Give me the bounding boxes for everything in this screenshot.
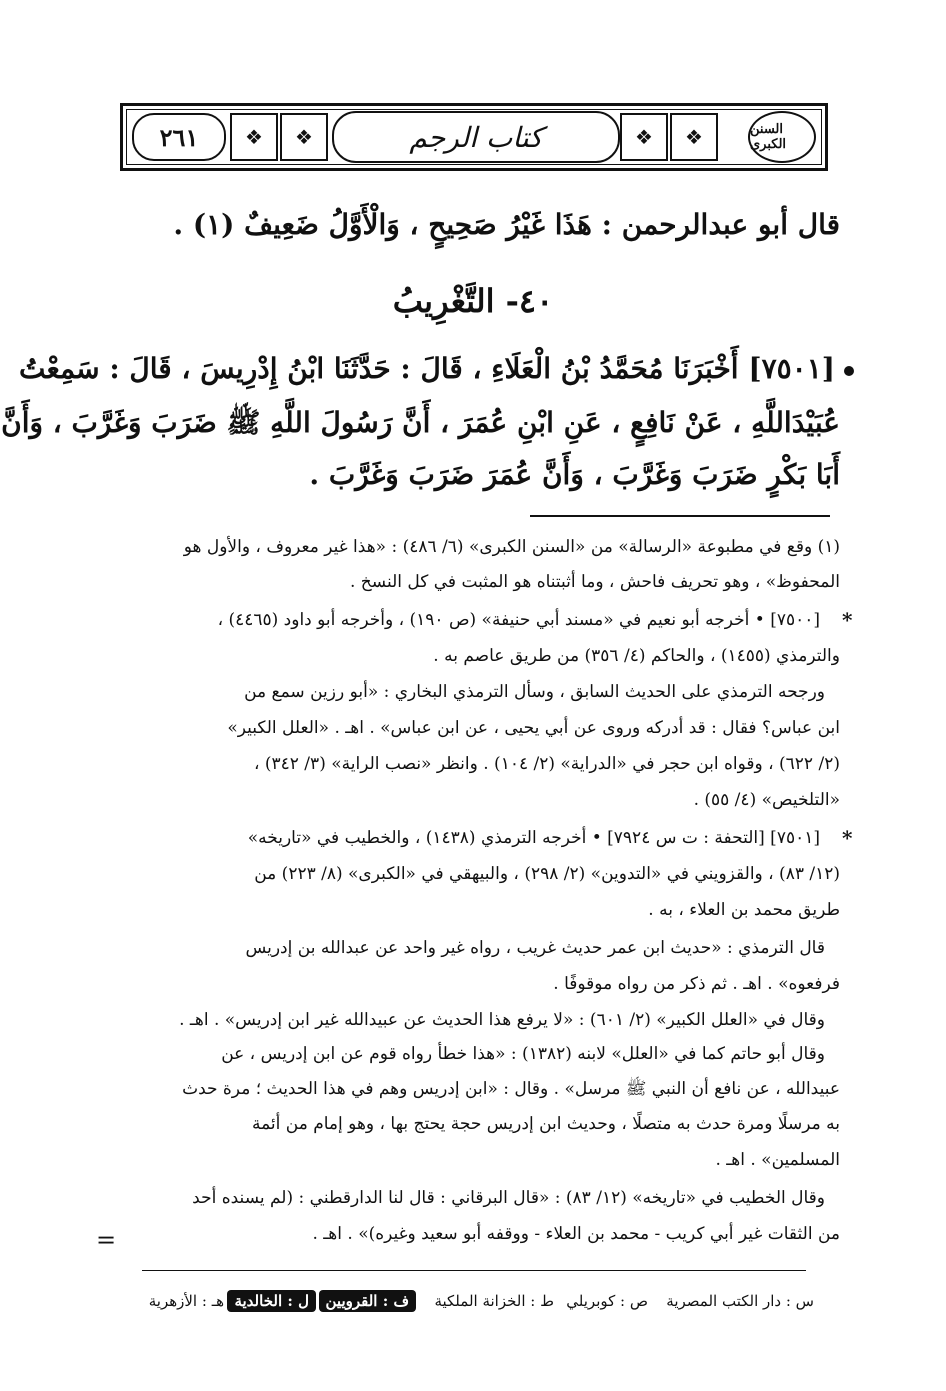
footnote-line: [٧٥٠٠] • أخرجه أبو نعيم في «مسند أبي حنيفة» (ص ١٩٠) ، وأخرجه أبو داود (٤٤٦٥) ، bbox=[217, 610, 820, 630]
footnote-line: ورجحه الترمذي على الحديث السابق ، وسأل الترمذي البخاري : «أبو رزين سمع من bbox=[244, 682, 825, 702]
footnote-line: من الثقات غير أبي كريب - محمد بن العلاء - ووقفه أبو سعيد وغيره)» . اهـ . bbox=[312, 1224, 840, 1244]
footnote-line: عبيدالله ، عن نافع أن النبي ﷺ مرسل» . وقال : «ابن إدريس وهم في هذا الحديث ؛ مرة حدث bbox=[182, 1079, 840, 1099]
ornament-icon: ❖ bbox=[230, 113, 278, 161]
footnote-line: فرفعوه» . اهـ . ثم ذكر من رواه موقوفًا . bbox=[553, 974, 840, 994]
footnote-separator bbox=[530, 515, 830, 517]
section-title: ٤٠- التَّغْرِيبُ bbox=[392, 282, 554, 320]
footnote-line: (١) وقع في مطبوعة «الرسالة» من «السنن الكبرى» (٦/ ٤٨٦) : «هذا غير معروف ، والأول هو bbox=[183, 537, 840, 557]
manuscript-key-s: س : دار الكتب المصرية bbox=[666, 1292, 814, 1310]
footnote-line: به مرسلًا ومرة حدث به متصلًا ، وحديث ابن إدريس حجة يحتج بها ، وهو إمام من أئمة bbox=[251, 1114, 840, 1134]
footnote-line: المحفوظ» ، وهو تحريف فاحش ، وما أثبتناه هو المثبت في كل النسخ . bbox=[350, 572, 840, 592]
asterisk-icon: * bbox=[842, 826, 853, 850]
book-logo: السنن الكبرى bbox=[748, 111, 816, 163]
manuscript-key-f: ف : القرويين bbox=[319, 1290, 417, 1312]
footnote-line: طريق محمد بن العلاء ، به . bbox=[648, 900, 840, 920]
manuscript-key-h: هـ : الأزهرية bbox=[148, 1292, 224, 1310]
hadith-line: أَبَا بَكْرٍ ضَرَبَ وَغَرَّبَ ، وَأَنَّ عُمَرَ ضَرَبَ وَغَرَّبَ . bbox=[309, 458, 840, 491]
footnote-line: وقال أبو حاتم كما في «العلل» لابنه (١٣٨٢) : «هذا خطأ رواه قوم عن ابن إدريس ، عن bbox=[221, 1044, 825, 1064]
footnote-line: وقال في «العلل الكبير» (٢/ ٦٠١) : «لا يرفع هذا الحديث عن عبيدالله غير ابن إدريس» . اهـ . bbox=[179, 1010, 825, 1030]
chapter-title: كتاب الرجم bbox=[332, 111, 620, 163]
asterisk-icon: * bbox=[842, 608, 853, 632]
page-number: ٢٦١ bbox=[132, 113, 226, 161]
intro-line: قال أبو عبدالرحمن : هَذَا غَيْرُ صَحِيحٍ ، وَالْأَوَّلُ ضَعِيفٌ (١) . bbox=[173, 208, 840, 241]
footnote-line: قال الترمذي : «حديث ابن عمر حديث غريب ، رواه غير واحد عن عبدالله بن إدريس bbox=[245, 938, 825, 958]
footnote-line: (٢/ ٦٢٢) ، وقواه ابن حجر في «الدراية» (٢/ ١٠٤) . وانظر «نصب الراية» (٣/ ٣٤٢) ، bbox=[253, 754, 840, 774]
manuscript-key-t: ط : الخزانة الملكية bbox=[434, 1292, 554, 1310]
footer-rule bbox=[142, 1270, 806, 1271]
manuscript-key-s2: ص : كوبريلي bbox=[566, 1292, 648, 1310]
footnote-line: وقال الخطيب في «تاريخه» (١٢/ ٨٣) : «قال البرقاني : قال لنا الدارقطني : (لم يسنده أحد bbox=[192, 1188, 825, 1208]
continuation-mark: = bbox=[96, 1226, 117, 1254]
footnote-line: ابن عباس؟ فقال : قد أدركه وروى عن أبي يحيى ، عن ابن عباس» . اهـ . «العلل الكبير» bbox=[227, 718, 840, 738]
bullet-icon bbox=[844, 366, 854, 376]
hadith-line: عُبَيْدَاللَّهِ ، عَنْ نَافِعٍ ، عَنِ ابْنِ عُمَرَ ، أَنَّ رَسُولَ اللَّهِ ﷺ ضَرَبَ وَغَرَّبَ ، وَأَنَّ bbox=[1, 406, 840, 439]
footnote-line: المسلمين» . اهـ . bbox=[715, 1150, 840, 1170]
footnote-line: (١٢/ ٨٣) ، والقزويني في «التدوين» (٢/ ٢٩٨) ، والبيهقي في «الكبرى» (٨/ ٢٢٣) من bbox=[254, 864, 840, 884]
footnote-line: [٧٥٠١] [التحفة : ت س ٧٩٢٤] • أخرجه الترمذي (١٤٣٨) ، والخطيب في «تاريخه» bbox=[247, 828, 820, 848]
manuscript-key-l: ل : الخالدية bbox=[227, 1290, 316, 1312]
footnote-line: «التلخيص» (٤/ ٥٥) . bbox=[693, 790, 840, 810]
ornament-icon: ❖ bbox=[280, 113, 328, 161]
page-header bbox=[120, 103, 828, 171]
footnote-line: والترمذي (١٤٥٥) ، والحاكم (٤/ ٣٥٦) من طريق عاصم به . bbox=[433, 646, 840, 666]
ornament-icon: ❖ bbox=[670, 113, 718, 161]
hadith-line: [٧٥٠١] أَخْبَرَنَا مُحَمَّدُ بْنُ الْعَلَاءِ ، قَالَ : حَدَّثَنَا ابْنُ إِدْرِيسَ ، قَالَ : سَمِعْتُ bbox=[18, 352, 835, 385]
ornament-icon: ❖ bbox=[620, 113, 668, 161]
